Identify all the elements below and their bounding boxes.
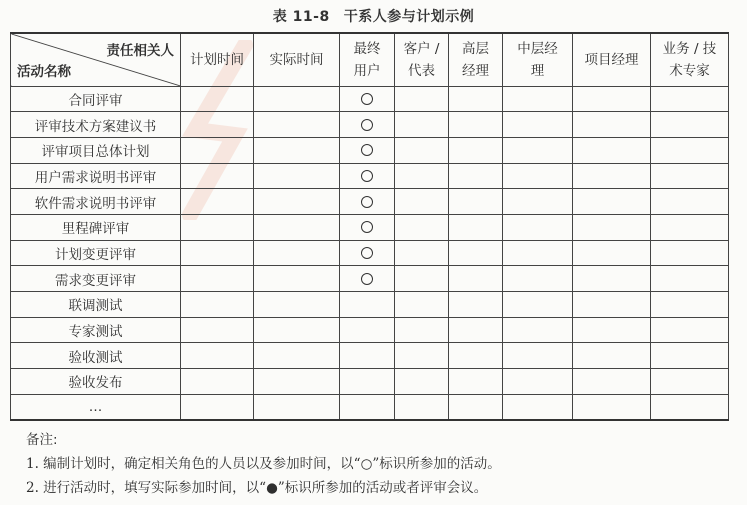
table-row (11, 137, 729, 163)
empty-cell (449, 86, 503, 112)
note-item: 1. 编制计划时，确定相关角色的人员以及参加时间，以“○”标识所参加的活动。 (26, 456, 501, 472)
participation-circle-icon (361, 247, 373, 259)
column-header: 最终 用户 (340, 33, 395, 86)
empty-cell (449, 163, 503, 189)
participation-circle-icon (361, 119, 373, 131)
empty-cell (395, 317, 449, 343)
final-user-cell (340, 214, 395, 240)
empty-cell (181, 240, 254, 266)
final-user-cell (340, 137, 395, 163)
column-header: 客户 / 代表 (395, 33, 449, 86)
activity-name-cell: 联调测试 (11, 292, 181, 318)
empty-cell (395, 214, 449, 240)
final-user-cell (340, 343, 395, 369)
table-row (11, 163, 729, 189)
column-header: 中层经 理 (503, 33, 573, 86)
final-user-cell (340, 240, 395, 266)
participation-circle-icon (361, 93, 373, 105)
header-row (11, 33, 729, 86)
empty-cell (449, 292, 503, 318)
table-row (11, 214, 729, 240)
empty-cell (503, 214, 573, 240)
column-header: 高层 经理 (449, 33, 503, 86)
empty-cell (254, 266, 340, 292)
corner-bottom-label: 活动名称 (17, 63, 71, 80)
empty-cell (181, 86, 254, 112)
empty-cell (395, 163, 449, 189)
table-row (11, 394, 729, 420)
empty-cell (181, 369, 254, 395)
final-user-cell (340, 369, 395, 395)
empty-cell (254, 292, 340, 318)
empty-cell (254, 317, 340, 343)
empty-cell (254, 163, 340, 189)
activity-name-cell: 用户需求说明书评审 (11, 163, 181, 189)
empty-cell (254, 86, 340, 112)
empty-cell (449, 240, 503, 266)
participation-circle-icon (361, 144, 373, 156)
activity-name-cell: 里程碑评审 (11, 214, 181, 240)
participation-circle-icon (361, 221, 373, 233)
empty-cell (573, 317, 651, 343)
final-user-cell (340, 86, 395, 112)
participation-circle-icon (361, 170, 373, 182)
empty-cell (573, 343, 651, 369)
empty-cell (573, 112, 651, 138)
table-row (11, 112, 729, 138)
final-user-cell (340, 112, 395, 138)
column-header: 计划时间 (181, 33, 254, 86)
column-header: 实际时间 (254, 33, 340, 86)
empty-cell (651, 112, 729, 138)
empty-cell (503, 317, 573, 343)
empty-cell (395, 394, 449, 420)
empty-cell (449, 266, 503, 292)
table-row (11, 266, 729, 292)
empty-cell (181, 189, 254, 215)
empty-cell (254, 112, 340, 138)
table-row (11, 240, 729, 266)
activity-name-cell: 专家测试 (11, 317, 181, 343)
empty-cell (254, 369, 340, 395)
empty-cell (503, 86, 573, 112)
activity-name-cell: 评审技术方案建议书 (11, 112, 181, 138)
empty-cell (395, 292, 449, 318)
empty-cell (254, 214, 340, 240)
empty-cell (651, 292, 729, 318)
table-row (11, 189, 729, 215)
final-user-cell (340, 189, 395, 215)
empty-cell (573, 266, 651, 292)
empty-cell (573, 214, 651, 240)
empty-cell (503, 369, 573, 395)
empty-cell (449, 394, 503, 420)
stakeholder-table (10, 32, 729, 421)
empty-cell (651, 86, 729, 112)
column-header: 业务 / 技 术专家 (651, 33, 729, 86)
empty-cell (395, 189, 449, 215)
empty-cell (503, 266, 573, 292)
table-row (11, 86, 729, 112)
notes-section (26, 428, 501, 500)
empty-cell (181, 317, 254, 343)
caption-title: 干系人参与计划示例 (343, 9, 475, 25)
empty-cell (573, 240, 651, 266)
empty-cell (395, 137, 449, 163)
empty-cell (395, 266, 449, 292)
empty-cell (503, 292, 573, 318)
corner-header (11, 33, 181, 86)
participation-circle-icon (361, 273, 373, 285)
caption-number: 表 11-8 (272, 9, 330, 25)
table-row (11, 343, 729, 369)
final-user-cell (340, 292, 395, 318)
empty-cell (503, 189, 573, 215)
empty-cell (181, 163, 254, 189)
empty-cell (573, 189, 651, 215)
empty-cell (181, 394, 254, 420)
empty-cell (181, 112, 254, 138)
activity-name-cell: 验收测试 (11, 343, 181, 369)
empty-cell (254, 394, 340, 420)
corner-top-label: 责任相关人 (106, 43, 174, 59)
empty-cell (449, 317, 503, 343)
empty-cell (254, 137, 340, 163)
empty-cell (395, 240, 449, 266)
empty-cell (254, 343, 340, 369)
empty-cell (181, 292, 254, 318)
empty-cell (573, 394, 651, 420)
empty-cell (254, 240, 340, 266)
empty-cell (395, 343, 449, 369)
empty-cell (449, 189, 503, 215)
empty-cell (181, 343, 254, 369)
activity-name-cell: 软件需求说明书评审 (11, 189, 181, 215)
table-caption (0, 6, 747, 26)
empty-cell (503, 112, 573, 138)
empty-cell (181, 266, 254, 292)
empty-cell (573, 369, 651, 395)
empty-cell (503, 137, 573, 163)
empty-cell (503, 343, 573, 369)
empty-cell (181, 214, 254, 240)
empty-cell (254, 189, 340, 215)
empty-cell (449, 214, 503, 240)
activity-name-cell: 需求变更评审 (11, 266, 181, 292)
final-user-cell (340, 394, 395, 420)
final-user-cell (340, 266, 395, 292)
empty-cell (651, 137, 729, 163)
final-user-cell (340, 163, 395, 189)
note-item: 2. 进行活动时，填写实际参加时间，以“●”标识所参加的活动或者评审会议。 (26, 480, 488, 496)
participation-circle-icon (361, 196, 373, 208)
empty-cell (395, 86, 449, 112)
empty-cell (651, 266, 729, 292)
notes-title: 备注: (26, 432, 58, 448)
empty-cell (503, 240, 573, 266)
final-user-cell (340, 317, 395, 343)
activity-name-cell: 合同评审 (11, 86, 181, 112)
empty-cell (503, 163, 573, 189)
empty-cell (651, 214, 729, 240)
empty-cell (503, 394, 573, 420)
empty-cell (449, 369, 503, 395)
empty-cell (651, 369, 729, 395)
activity-name-cell: 验收发布 (11, 369, 181, 395)
table-row (11, 369, 729, 395)
activity-name-cell: 计划变更评审 (11, 240, 181, 266)
activity-name-cell: … (11, 394, 181, 420)
empty-cell (181, 137, 254, 163)
empty-cell (651, 240, 729, 266)
empty-cell (573, 86, 651, 112)
empty-cell (395, 369, 449, 395)
empty-cell (449, 137, 503, 163)
empty-cell (573, 163, 651, 189)
table-row (11, 292, 729, 318)
empty-cell (651, 189, 729, 215)
empty-cell (651, 343, 729, 369)
empty-cell (651, 317, 729, 343)
table-row (11, 317, 729, 343)
empty-cell (573, 292, 651, 318)
empty-cell (395, 112, 449, 138)
empty-cell (573, 137, 651, 163)
empty-cell (651, 394, 729, 420)
activity-name-cell: 评审项目总体计划 (11, 137, 181, 163)
column-header: 项目经理 (573, 33, 651, 86)
empty-cell (651, 163, 729, 189)
empty-cell (449, 343, 503, 369)
empty-cell (449, 112, 503, 138)
